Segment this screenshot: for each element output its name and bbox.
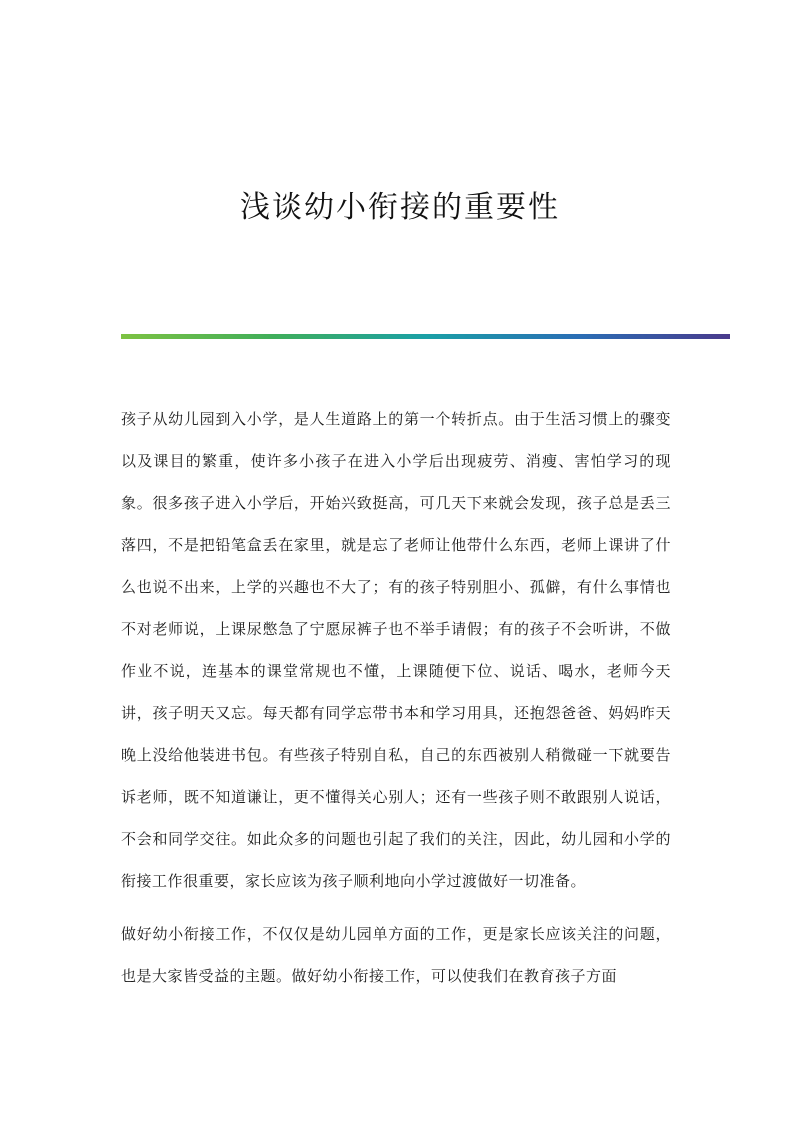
document-body — [121, 398, 671, 1008]
gradient-divider — [121, 334, 730, 339]
document-title: 浅谈幼小衔接的重要性 — [240, 190, 560, 225]
paragraph: 孩子从幼儿园到入小学，是人生道路上的第一个转折点。由于生活习惯上的骤变以及课目的繁重，使许多小孩子在进入小学后出现疲劳、消瘦、害怕学习的现象。很多孩子进入小学后，开始兴致挺高，可几天下来就会发现，孩子总是丢三落四，不是把铅笔盒丢在家里，就是忘了老师让他带什么东西，老师上课讲了什么也说不出来，上学的兴趣也不大了；有的孩子特别胆小、孤僻，有什么事情也不对老师说，上课尿憋急了宁愿尿裤子也不举手请假；有的孩子不会听讲，不做作业不说，连基本的课堂常规也不懂，上课随便下位、说话、喝水，老师今天讲，孩子明天又忘。每天都有同学忘带书本和学习用具，还抱怨爸爸、妈妈昨天晚上没给他装进书包。有些孩子特别自私，自己的东西被别人稍微碰一下就要告诉老师，既不知道谦让，更不懂得关心别人；还有一些孩子则不敢跟别人说话，不会和同学交往。如此众多的问题也引起了我们的关注，因此，幼儿园和小学的衔接工作很重要，家长应该为孩子顺利地向小学过渡做好一切准备。 — [121, 410, 671, 890]
paragraph: 做好幼小衔接工作，不仅仅是幼儿园单方面的工作，更是家长应该关注的问题，也是大家皆受益的主题。做好幼小衔接工作，可以使我们在教育孩子方面 — [121, 925, 671, 985]
